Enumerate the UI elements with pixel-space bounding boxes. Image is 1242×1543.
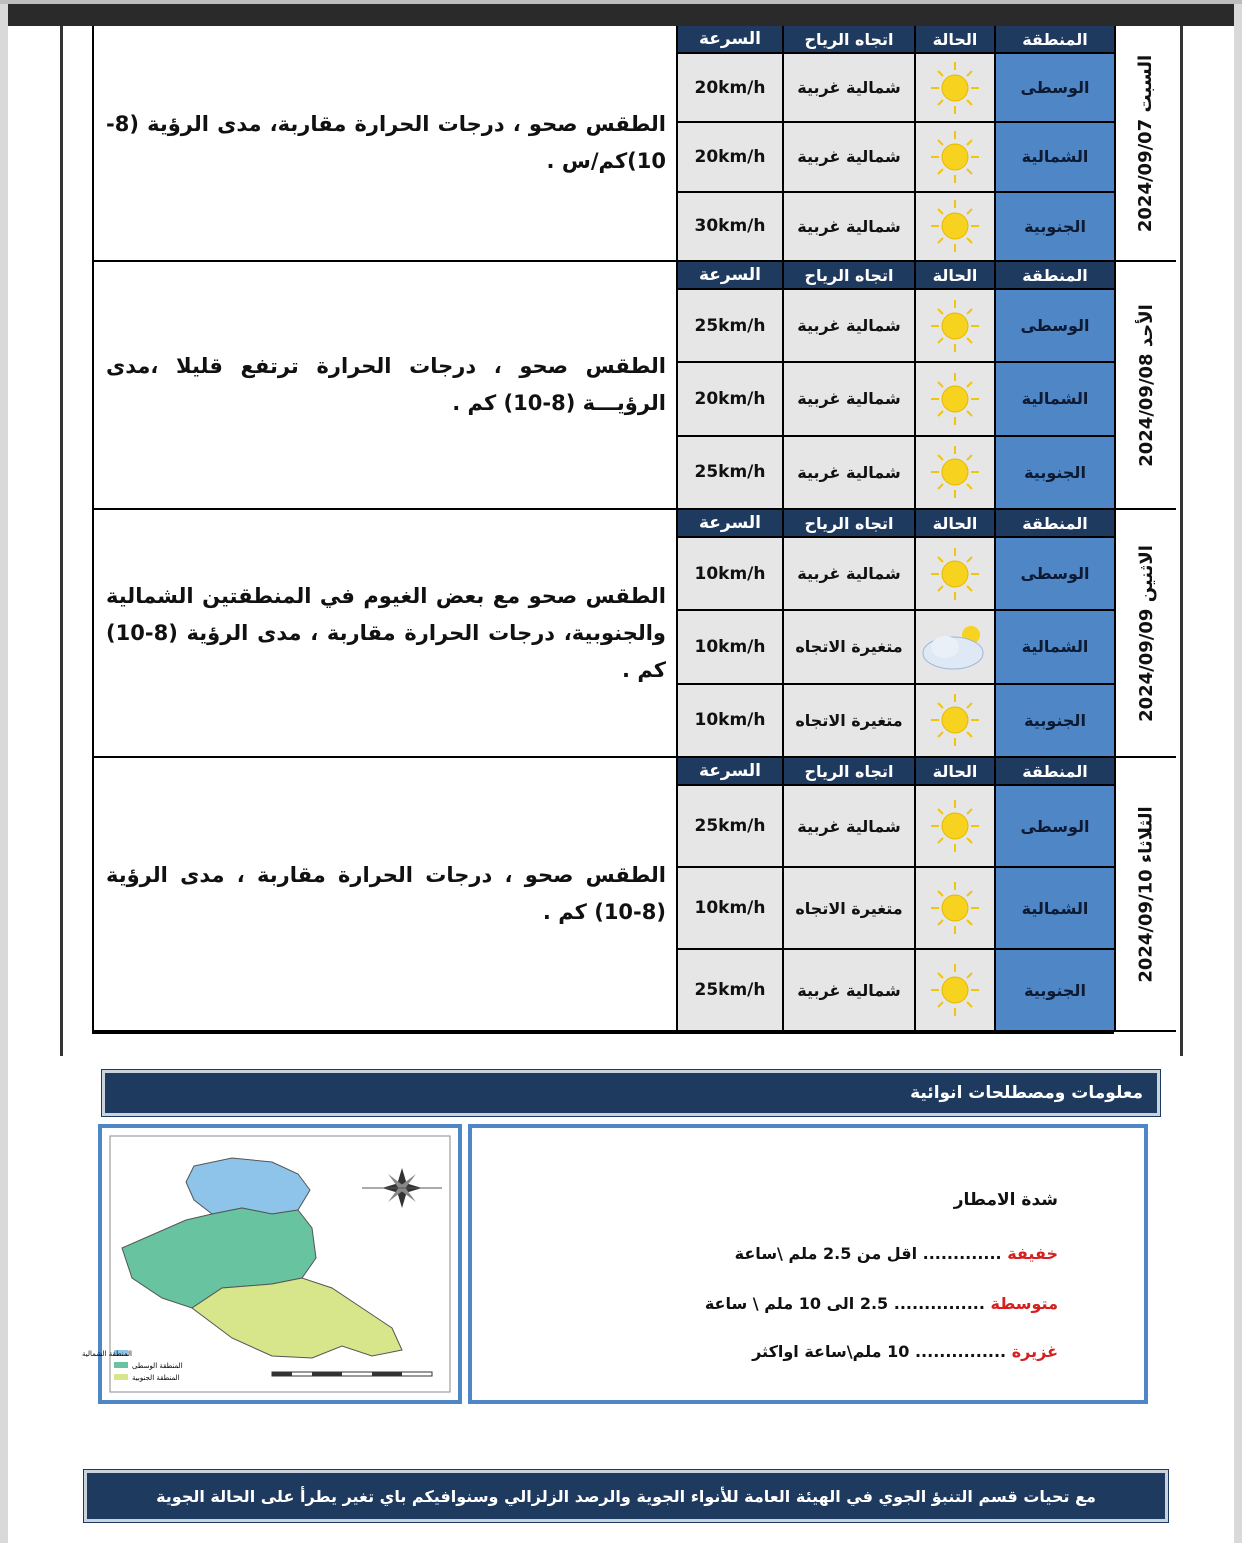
wind-speed-cell: 10km/h: [678, 538, 784, 611]
sun-icon: [916, 685, 996, 758]
day-date-cell: [1116, 510, 1176, 758]
day-date-cell: [1116, 758, 1176, 1032]
info-title-bar: [102, 1070, 1160, 1116]
region-cell: الوسطى: [996, 786, 1116, 868]
footer-bar: [84, 1470, 1168, 1522]
wind-direction-cell: متغيرة الاتجاه: [784, 868, 916, 950]
region-cell: الوسطى: [996, 54, 1116, 123]
sun-icon: [916, 123, 996, 192]
sun-icon: [916, 868, 996, 950]
wind-direction-cell: شمالية غربية: [784, 54, 916, 123]
sun-icon: [916, 950, 996, 1032]
frame-line-left: [60, 26, 63, 1056]
header-region: المنطقة: [996, 510, 1116, 538]
region-cell: الوسطى: [996, 538, 1116, 611]
header-region: المنطقة: [996, 26, 1116, 54]
day-date: الثلاثاء 2024/09/10: [1135, 805, 1157, 983]
header-speed: السرعة: [678, 758, 784, 786]
forecast-page: [8, 4, 1234, 1543]
forecast-day: [94, 758, 1112, 1032]
wind-direction-cell: متغيرة الاتجاه: [784, 685, 916, 758]
cloud-sun-icon: [916, 611, 996, 684]
day-date-cell: [1116, 26, 1176, 262]
wind-speed-cell: 25km/h: [678, 786, 784, 868]
legend-south: المنطقة الجنوبية: [132, 1374, 180, 1382]
wind-direction-cell: شمالية غربية: [784, 123, 916, 192]
wind-direction-cell: شمالية غربية: [784, 290, 916, 363]
forecast-day: [94, 26, 1112, 262]
wind-direction-cell: متغيرة الاتجاه: [784, 611, 916, 684]
wind-direction-cell: شمالية غربية: [784, 786, 916, 868]
wind-direction-cell: شمالية غربية: [784, 950, 916, 1032]
day-description-cell: [94, 262, 678, 508]
header-speed: السرعة: [678, 510, 784, 538]
wind-direction-cell: شمالية غربية: [784, 363, 916, 436]
wind-speed-cell: 20km/h: [678, 123, 784, 192]
wind-speed-cell: 10km/h: [678, 611, 784, 684]
wind-speed-cell: 30km/h: [678, 193, 784, 262]
sun-icon: [916, 363, 996, 436]
day-description-cell: [94, 26, 678, 260]
rain-level-label: غزيرة: [1011, 1342, 1058, 1361]
wind-direction-cell: شمالية غربية: [784, 437, 916, 510]
wind-speed-cell: 25km/h: [678, 437, 784, 510]
wind-direction-cell: شمالية غربية: [784, 538, 916, 611]
info-title: معلومات ومصطلحات انوائية: [910, 1083, 1143, 1103]
day-description: الطقس صحو ، درجات الحرارة ترتفع قليلا ،مدى الرؤيـــة (8-10) كم .: [106, 354, 666, 415]
wind-speed-cell: 25km/h: [678, 290, 784, 363]
region-cell: الجنوبية: [996, 950, 1116, 1032]
header-region: المنطقة: [996, 758, 1116, 786]
sun-icon: [916, 290, 996, 363]
region-cell: الجنوبية: [996, 193, 1116, 262]
sun-icon: [916, 193, 996, 262]
rain-level-text: ............... 10 ملم\ساعة اواكثر: [752, 1342, 1012, 1361]
header-wind-direction: اتجاه الرياح: [784, 510, 916, 538]
iraq-regions-map: [82, 1124, 462, 1404]
day-description: الطقس صحو مع بعض الغيوم في المنطقتين الشمالية والجنوبية، درجات الحرارة مقاربة ، مدى الرؤية (8-10) كم .: [106, 583, 666, 682]
map-scale-bar: [272, 1372, 432, 1376]
wind-speed-cell: 10km/h: [678, 685, 784, 758]
header-wind-direction: اتجاه الرياح: [784, 26, 916, 54]
header-condition: الحالة: [916, 262, 996, 290]
map-graphic: [82, 1128, 458, 1400]
wind-speed-cell: 20km/h: [678, 54, 784, 123]
rain-level-label: خفيفة: [1007, 1244, 1058, 1263]
wind-direction-cell: شمالية غربية: [784, 193, 916, 262]
day-date-cell: [1116, 262, 1176, 510]
header-speed: السرعة: [678, 262, 784, 290]
wind-speed-cell: 10km/h: [678, 868, 784, 950]
rain-title: شدة الامطار: [953, 1190, 1058, 1210]
forecast-table: [92, 26, 1157, 1034]
rain-level-heavy: [752, 1342, 1058, 1361]
day-description-cell: [94, 510, 678, 756]
header-condition: الحالة: [916, 758, 996, 786]
header-condition: الحالة: [916, 26, 996, 54]
day-date: السبت 2024/09/07: [1135, 54, 1157, 232]
day-description: الطقس صحو ، درجات الحرارة مقاربة ، مدى الرؤية (8-10) كم .: [106, 863, 666, 924]
day-description: الطقس صحو ، درجات الحرارة مقاربة، مدى الرؤية (8-10)كم/س .: [106, 112, 666, 173]
day-date: الاثنين 2024/09/09: [1135, 544, 1157, 722]
forecast-day: [94, 510, 1112, 758]
rain-level-moderate: [705, 1294, 1058, 1313]
region-cell: الجنوبية: [996, 437, 1116, 510]
header-wind-direction: اتجاه الرياح: [784, 262, 916, 290]
rain-level-label: متوسطة: [990, 1294, 1058, 1313]
rain-level-text: ............... 2.5 الى 10 ملم \ ساعة: [704, 1294, 991, 1313]
wind-speed-cell: 25km/h: [678, 950, 784, 1032]
region-cell: الشمالية: [996, 868, 1116, 950]
sun-icon: [916, 786, 996, 868]
region-cell: الوسطى: [996, 290, 1116, 363]
sun-icon: [916, 538, 996, 611]
region-cell: الجنوبية: [996, 685, 1116, 758]
legend-north: المنطقة الشمالية: [82, 1350, 132, 1358]
day-description-cell: [94, 758, 678, 1030]
forecast-day: [94, 262, 1112, 510]
wind-speed-cell: 20km/h: [678, 363, 784, 436]
region-cell: الشمالية: [996, 363, 1116, 436]
rain-level-light: [735, 1244, 1058, 1263]
region-cell: الشمالية: [996, 611, 1116, 684]
header-wind-direction: اتجاه الرياح: [784, 758, 916, 786]
footer-text: مع تحيات قسم التنبؤ الجوي في الهيئة العامة للأنواء الجوية والرصد الزلزالي وسنوافيكم باي تغير يطرأ على الحالة الجوية: [156, 1486, 1096, 1506]
day-date: الأحد 2024/09/08: [1135, 303, 1157, 467]
legend-central: المنطقة الوسطى: [132, 1362, 183, 1370]
sun-icon: [916, 437, 996, 510]
frame-line-right: [1180, 26, 1183, 1056]
header-condition: الحالة: [916, 510, 996, 538]
header-region: المنطقة: [996, 262, 1116, 290]
region-cell: الشمالية: [996, 123, 1116, 192]
rain-level-text: ............. اقل من 2.5 ملم \ساعة: [734, 1244, 1008, 1263]
sun-icon: [916, 54, 996, 123]
header-speed: السرعة: [678, 26, 784, 54]
rain-intensity-box: [468, 1124, 1148, 1404]
